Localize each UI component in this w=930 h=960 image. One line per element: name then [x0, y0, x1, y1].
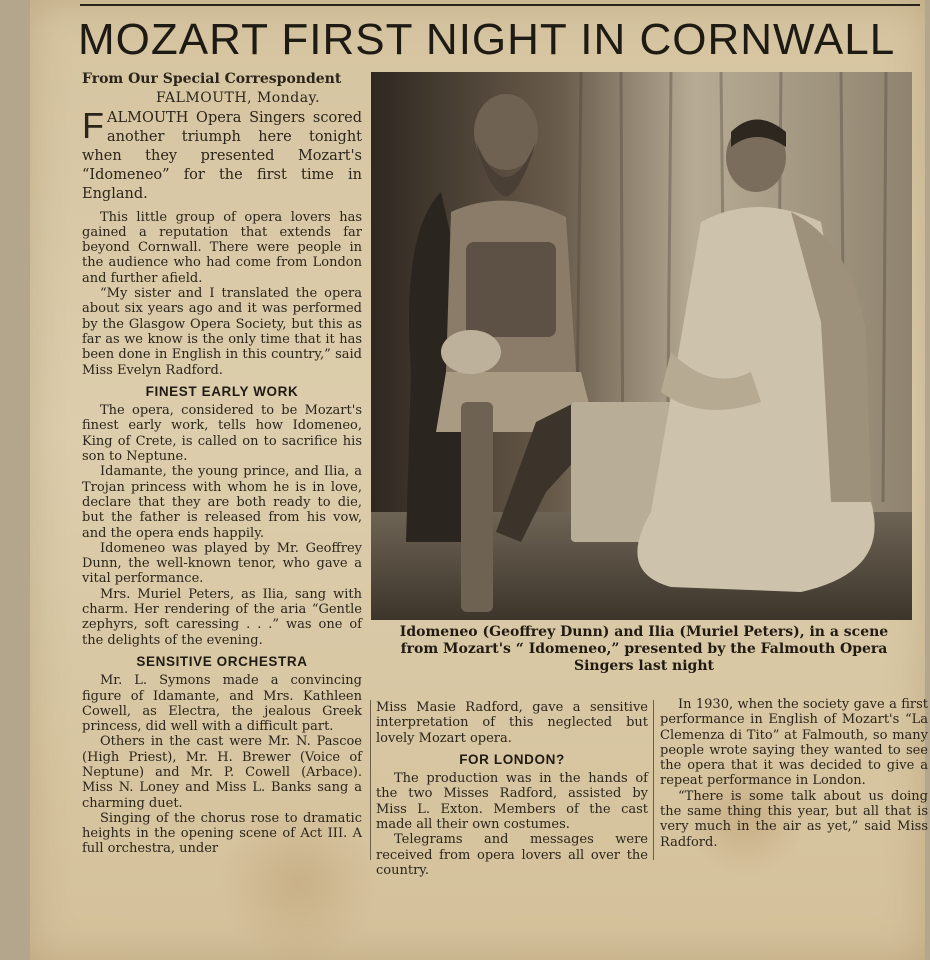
subhead-for-london: FOR LONDON? [459, 751, 565, 767]
paragraph: The production was in the hands of the two Misses Radford, assisted by Miss L. Exton. Members of the cast made all their own costumes. [376, 771, 648, 833]
lead-text: ALMOUTH Opera Singers scored another triumph here tonight when they presented Mozart's “Idomeneo” for the first time in England. [82, 109, 362, 202]
article-column-3 [660, 697, 928, 850]
subhead-sensitive-orchestra: SENSITIVE ORCHESTRA [136, 653, 308, 669]
paragraph: Telegrams and messages were received from opera lovers all over the country. [376, 832, 648, 878]
paragraph: Miss Masie Radford, gave a sensitive interpretation of this neglected but lovely Mozart opera. [376, 700, 648, 746]
paragraph: This little group of opera lovers has gained a reputation that extends far beyond Cornwall. There were people in the audience who had come from London and further afield. [82, 209, 362, 286]
paragraph: Idomeneo was played by Mr. Geoffrey Dunn, the well-known tenor, who gave a vital performance. [82, 540, 362, 587]
paragraph: Mrs. Muriel Peters, as Ilia, sang with charm. Her rendering of the aria “Gentle zephyrs, soft caressing . . .” was one of the delights of the evening. [82, 586, 362, 648]
paragraph: “My sister and I translated the opera about six years ago and it was performed by the Glasgow Opera Society, but this as far as we know is the only time that it has been done in English in this country,” said Miss Evelyn Radford. [82, 286, 362, 378]
paragraph: In 1930, when the society gave a first performance in English of Mozart's “La Clemenza di Tito” at Falmouth, so many people wrote saying they wanted to see the opera that it was decided to give a repeat performance in London. [660, 697, 928, 789]
photo-caption: Idomeneo (Geoffrey Dunn) and Ilia (Muriel Peters), in a scene from Mozart's “ Idomeneo,” presented by the Falmouth Opera Singers last night [399, 624, 889, 674]
paragraph: The opera, considered to be Mozart's finest early work, tells how Idomeneo, King of Crete, is called on to sacrifice his son to Neptune. [82, 403, 362, 465]
paragraph: Others in the cast were Mr. N. Pascoe (High Priest), Mr. H. Brewer (Voice of Neptune) and Mr. P. Cowell (Arbace). Miss N. Loney and Miss L. Banks sang a charming duet. [82, 734, 362, 811]
headline: MOZART FIRST NIGHT IN CORNWALL [78, 15, 896, 64]
article-column-2 [376, 700, 648, 878]
byline: From Our Special Correspondent [82, 71, 342, 87]
column-divider [653, 700, 654, 860]
paragraph: Mr. L. Symons made a convincing figure of Idamante, and Mrs. Kathleen Cowell, as Electra, the jealous Greek princess, did well with a difficult part. [82, 673, 362, 735]
top-rule [80, 4, 920, 6]
dateline: FALMOUTH, Monday. [156, 90, 321, 107]
column-divider [370, 700, 371, 860]
subhead-finest-early-work: FINEST EARLY WORK [145, 383, 299, 399]
drop-cap: F [82, 104, 104, 146]
photo-scene [371, 72, 912, 620]
paragraph: Idamante, the young prince, and Ilia, a Trojan princess with whom he is in love, declare that they are both ready to die, but the father is released from his vow, and the opera ends happily. [82, 464, 362, 541]
paragraph: “There is some talk about us doing the same thing this year, but all that is very much in the air as yet,” said Miss Radford. [660, 788, 928, 850]
photo-illustration [371, 72, 912, 620]
paragraph: Singing of the chorus rose to dramatic heights in the opening scene of Act III. A full orchestra, under [82, 810, 362, 857]
article-column-1 [82, 72, 362, 857]
lead-paragraph [82, 104, 362, 204]
